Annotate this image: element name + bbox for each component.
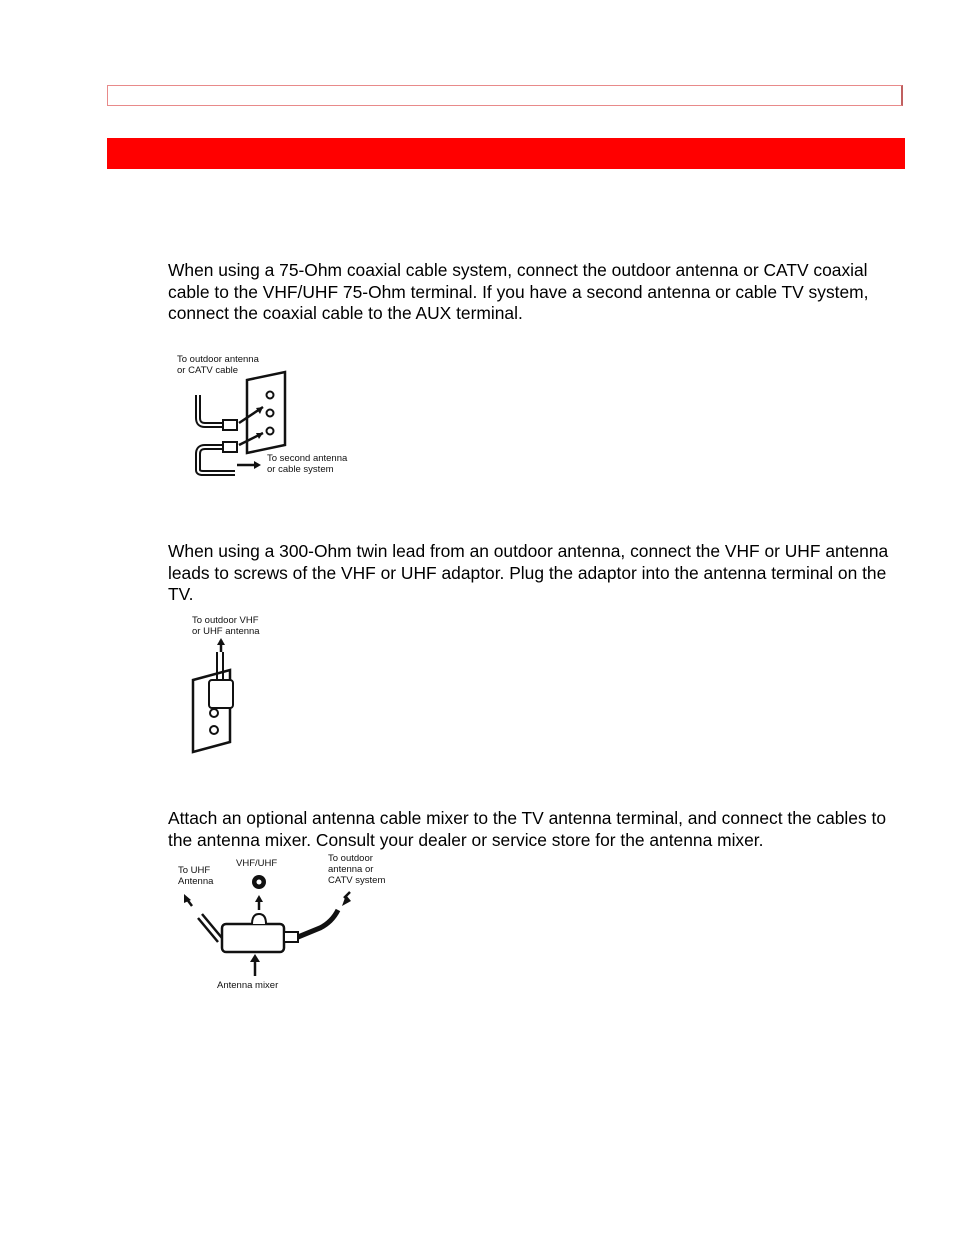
figure3-label-outdoor-1: To outdoor bbox=[328, 853, 373, 864]
figure3-label-uhf-1: To UHF bbox=[178, 865, 211, 876]
figure-antenna-mixer bbox=[170, 848, 410, 996]
vhf-uhf-adaptor bbox=[209, 680, 233, 708]
coax-cable-upper bbox=[198, 395, 223, 425]
figure1-label-bottom-1: To second antenna bbox=[267, 453, 348, 464]
figure3-label-vhfuhf: VHF/UHF bbox=[236, 858, 278, 869]
coax-connector-lower bbox=[223, 442, 237, 452]
antenna-mixer-body bbox=[222, 924, 284, 952]
section-title-bar bbox=[107, 138, 905, 169]
figure3-label-outdoor-3: CATV system bbox=[328, 875, 386, 886]
figure3-label-outdoor-2: antenna or bbox=[328, 864, 374, 875]
paragraph-75-ohm: When using a 75-Ohm coaxial cable system, connect the outdoor antenna or CATV coaxial cable to the VHF/UHF 75-Ohm terminal. If you have a second antenna or cable TV system, connect the coaxial cable to the AUX terminal. bbox=[168, 260, 869, 323]
figure1-label-bottom-2: or cable system bbox=[267, 464, 334, 475]
figure1-label-top-1: To outdoor antenna bbox=[177, 354, 259, 365]
figure3-label-uhf-2: Antenna bbox=[178, 876, 214, 887]
coax-connector-upper bbox=[223, 420, 237, 430]
figure1-label-top-2: or CATV cable bbox=[177, 365, 239, 376]
header-frame bbox=[107, 85, 903, 106]
figure-coax-connection bbox=[165, 345, 365, 480]
figure2-label-1: To outdoor VHF bbox=[192, 615, 259, 626]
figure3-label-mixer: Antenna mixer bbox=[217, 980, 279, 991]
paragraph-mixer: Attach an optional antenna cable mixer to the TV antenna terminal, and connect the cables to the antenna mixer. Consult your dealer or service store for the antenna mixer. bbox=[168, 808, 886, 850]
figure-twin-lead-connection bbox=[185, 612, 285, 757]
paragraph-300-ohm: When using a 300-Ohm twin lead from an outdoor antenna, connect the VHF or UHF antenna leads to screws of the VHF or UHF adaptor. Plug the adaptor into the antenna terminal on the TV. bbox=[168, 541, 889, 604]
figure2-label-2: or UHF antenna bbox=[192, 626, 260, 637]
